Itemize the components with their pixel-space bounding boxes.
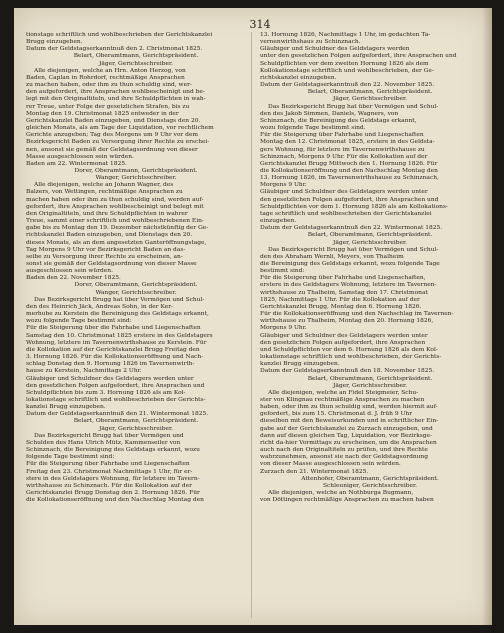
text-line: den aufgefordert, ihre Ansprachen wohlbescheinigt und be- bbox=[26, 89, 205, 96]
text-line: tage schriftlich und wohlbeschrieben der Gerichtskanzlei bbox=[260, 210, 432, 217]
text-line: Alle diejenigen, welche an Hrn. Anton Herzog, von bbox=[34, 67, 186, 74]
text-line: Wanger, Gerichtsschreiber. bbox=[95, 289, 177, 296]
text-line: Attenhofer, Oberamtmann, Gerichtspräsident. bbox=[301, 475, 439, 482]
text-line: Kollokationstage schriftlich und wohlbeschrieben, der Ge- bbox=[260, 67, 434, 74]
signature-block bbox=[260, 376, 480, 390]
text-line: Datum der Geldstagserkanntnuß den 22. November 1825. bbox=[260, 82, 435, 89]
text-line: folgende Tage bestimmt sind: bbox=[26, 454, 115, 461]
text-line: Schulden des Hans Ulrich Mütz, Kammenseiler von bbox=[26, 439, 181, 446]
text-line: tionstage schriftlich und wohlbeschrieben der Gerichtskanzlei bbox=[26, 32, 213, 38]
text-line: gabe bis zu Montag den 19. Dezember nächstkünftig der Ge- bbox=[26, 225, 209, 232]
notice-paragraph bbox=[260, 104, 480, 233]
text-line: Datum der Geldstagserkanntnuß den 2. Christmonat 1825. bbox=[26, 46, 203, 53]
signature-block bbox=[260, 476, 480, 490]
notice-paragraph bbox=[260, 390, 480, 476]
text-line: Gerichtskanzlei Brugg Donstag den 2. Hornung 1826. Für bbox=[26, 490, 200, 496]
left-column bbox=[26, 32, 246, 618]
text-line: schlag Donstag den 9. Hornung 1826 im Tavernenwirth- bbox=[26, 361, 195, 368]
text-line: Wohnung, letztere im Tavernenwirthshause zu Kerstein. Für bbox=[26, 339, 207, 346]
text-line: richtskanzlei Baden einzugeben, und Dienstags den 20. bbox=[26, 232, 193, 239]
text-line: Gläubiger und Schuldner des Geldstagers werden unter bbox=[26, 375, 194, 382]
text-line: Bezirksgericht Baden zu Versorgung ihrer Rechte zu erschei- bbox=[26, 139, 210, 146]
text-line: Belart, Oberamtmann, Gerichtspräsident. bbox=[73, 418, 199, 425]
signature-block bbox=[260, 89, 480, 103]
text-line: den des Heinrich Jäck, Andreas Sohn, in der Ker- bbox=[26, 303, 174, 310]
text-line: und Schuldpflichten vor dem 6. Hornung 1826 als dem Kol- bbox=[260, 346, 438, 353]
text-line: Balzers, von Wettingen, rechtmäßige Ansprachen zu bbox=[26, 189, 183, 196]
text-line: merhube zu Kerstein die Bereinigung des Geldstags erkannt, bbox=[26, 311, 209, 318]
text-line: legt mit den Originaltiteln, und ihre Schuldpflichten in wah- bbox=[26, 96, 206, 103]
notice-paragraph bbox=[26, 68, 246, 168]
text-line: Gläubiger und Schuldner des Geldstagers werden bbox=[260, 46, 410, 53]
text-line: gleichen Monats, als am Tage der Liquidation, vor rechtlichem bbox=[26, 125, 214, 132]
text-line: Gerichtskanzlei Baden einzugeben, und Dienstags den 20. bbox=[26, 117, 201, 124]
text-line: Masse ausgeschlossen sein würden. bbox=[26, 153, 134, 160]
text-line: Gerichtskanzlei Brugg Mittwoch den 1. Hornung 1826. Für bbox=[260, 160, 438, 167]
text-line: wirthshause zu Thalheim, Montag den 20. Hornung 1826, bbox=[260, 318, 434, 325]
text-line: Das Bezirksgericht Brugg hat über Vermögen und Schul- bbox=[268, 103, 439, 110]
text-line: stere in des Geldstagers Wohnung, für letztere im Tavern- bbox=[26, 475, 200, 482]
text-line: Belart, Oberamtmann, Gerichtspräsident. bbox=[307, 375, 433, 382]
text-line: Jäger, Gerichtsschreiber. bbox=[332, 239, 408, 246]
text-line: den des Abraham Wernli, Meyers, von Thalheim bbox=[260, 253, 404, 260]
text-line: die Kollokationseröffnung und den Nachschlag Montag den bbox=[260, 167, 438, 174]
text-line: Gläubiger und Schuldner des Geldstagers werden unter bbox=[260, 332, 428, 339]
text-line: bestimmt sind: bbox=[260, 268, 305, 275]
text-line: Für die Steigerung über Fahrhabe und Liegenschaften bbox=[26, 461, 190, 468]
text-line: Für die Steigerung über Fahrhabe und Liegenschaften, bbox=[260, 275, 426, 282]
text-line: Das Bezirksgericht Brugg hat über Vermögen und bbox=[34, 432, 184, 439]
text-line: Datum der Geldstagserkanntnuß den 22. Wintermonat 1825. bbox=[260, 225, 443, 232]
text-line: hause zu Kerstein, Nachmittags 2 Uhr. bbox=[26, 368, 142, 375]
page-edge-shadow bbox=[482, 8, 492, 625]
text-line: nen, ansonst sie gemäß der Geldstagsordnung von dieser bbox=[26, 146, 198, 153]
text-line: sonst sie gemäß der Geldstagsordnung von dieser Masse bbox=[26, 261, 197, 267]
text-line: Baden den 22. November 1825. bbox=[26, 275, 121, 282]
text-line: Datum der Geldstagserkanntnuß den 18. November 1825. bbox=[260, 368, 435, 375]
signature-block bbox=[26, 53, 246, 67]
page-number: 314 bbox=[249, 18, 271, 31]
signature-block bbox=[26, 418, 246, 432]
text-line: zu machen haben, oder ihm zu thun schuldig sind, wer- bbox=[26, 82, 192, 89]
text-line: Belart, Oberamtmann, Gerichtspräsident. bbox=[73, 53, 199, 60]
text-line: den gesetzlichen Folgen aufgefordert, ihre Ansprachen und bbox=[26, 382, 205, 389]
text-line: wozu folgende Tage bestimmt sind. bbox=[260, 125, 366, 132]
notice-paragraph bbox=[260, 490, 480, 504]
text-line: machen haben oder ihm zu thun schuldig sind, werden auf- bbox=[26, 196, 204, 203]
text-line: Brugg einzugeben. bbox=[26, 39, 83, 46]
text-line: gefordert, ihre Ansprachen wohlbescheinigt und belegt mit bbox=[26, 203, 204, 210]
text-line: Schuldpflichten vor dem 1. Hornung 1826 als am Kollokations- bbox=[260, 203, 448, 210]
text-line: Jäger, Gerichtsschreiber. bbox=[98, 425, 174, 432]
text-line: Freitag den 23. Christmonat Nachmittags 1 Uhr, für er- bbox=[26, 468, 193, 475]
text-line: Gläubiger und Schuldner des Geldstagers werden unter bbox=[260, 189, 428, 196]
text-line: Belart, Oberamtmann, Gerichtspräsident. bbox=[307, 232, 433, 239]
text-line: Jäger, Gerichtsschreiber. bbox=[332, 96, 408, 103]
text-line: die Bereinigung des Geldstags erkannt, wozu folgende Tage bbox=[260, 261, 440, 267]
notice-paragraph bbox=[26, 32, 246, 53]
text-line: Morgens 9 Uhr. bbox=[260, 325, 307, 332]
text-line: die Kollokation auf der Gerichtskanzlei Brugg Freitag den bbox=[26, 346, 200, 353]
notice-paragraph bbox=[260, 32, 480, 89]
notice-paragraph bbox=[26, 433, 246, 505]
text-line: unter den gesetzlichen Folgen aufgefordert, ihre Ansprachen und bbox=[260, 53, 457, 60]
text-line: rer Treue, unter Folge der gesetzlichen Strafen, bis zu bbox=[26, 103, 190, 110]
text-line: lokationstage schriftlich und wohlbeschrieben der Gerichts- bbox=[26, 396, 206, 403]
text-line: ausgeschlossen sein würden. bbox=[26, 268, 113, 275]
text-line: wirthshause zu Schinznach. Für die Kollokation auf der bbox=[26, 482, 192, 489]
text-line: Tag Morgens 9 Uhr vor Bezirksgericht Baden an das- bbox=[26, 246, 186, 253]
text-line: lokationstage schriftlich und wohlbeschrieben, der Gerichts- bbox=[260, 354, 442, 361]
text-line: Zurzach den 21. Wintermonat 1825. bbox=[260, 468, 369, 475]
right-column bbox=[260, 32, 480, 618]
text-line: auch nach den Originaltiteln zu prüfen, und ihre Rechte bbox=[260, 447, 428, 454]
text-line: Samstag den 10. Christmonat 1825 erstere in des Geldstagers bbox=[26, 332, 213, 339]
text-line: den gesetzlichen Folgen aufgefordert, ihre Ansprachen bbox=[260, 339, 426, 346]
text-line: 1825, Nachmittags 1 Uhr. Für die Kollokation auf der bbox=[260, 296, 420, 303]
text-line: den Originaltiteln, und ihre Schuldpflichten in wahrer bbox=[26, 210, 188, 217]
text-line: wozu folgende Tage bestimmt sind: bbox=[26, 318, 132, 325]
text-line: Dorer, Oberamtmann, Gerichtspräsident. bbox=[74, 167, 198, 174]
text-line: Schinznach, Morgens 9 Uhr. Für die Kollokation auf der bbox=[260, 153, 428, 160]
text-line: Schleuniger, Gerichtsschreiber. bbox=[322, 482, 418, 489]
text-line: Belart, Oberamtmann, Gerichtspräsident. bbox=[307, 89, 433, 96]
text-line: Das Bezirksgericht Brugg hat über Vermögen und Schul- bbox=[34, 296, 205, 303]
text-line: Jäger, Gerichtsschreiber. bbox=[332, 382, 408, 389]
text-line: einzugeben. bbox=[260, 218, 297, 225]
text-line: Gerichtskanzlei Brugg, Montag den 6. Hornung 1826. bbox=[260, 303, 422, 310]
text-line: gefordert, bis zum 15. Christmonat d. J. früh 9 Uhr bbox=[260, 411, 413, 418]
text-line: Montag den 12. Christmonat 1825, erstere in des Geldsta- bbox=[260, 139, 435, 146]
text-line: von dieser Masse ausgeschlossen sein würden. bbox=[260, 461, 401, 468]
text-line: dieselben mit den Beweisurkunden und in schriftlicher Ein- bbox=[260, 418, 439, 425]
text-line: richt da-hier Vormittags zu erscheinen, um die Ansprachen bbox=[260, 439, 437, 446]
text-line: 13. Hornung 1826, Nachmittags 1 Uhr, im gedachten Ta- bbox=[260, 32, 431, 38]
text-line: Montag den 19. Christmonat 1825 entweder in der bbox=[26, 110, 179, 117]
notice-paragraph bbox=[26, 297, 246, 412]
notice-paragraph bbox=[26, 411, 246, 418]
text-line: den gesetzlichen Folgen aufgefordert, ihre Ansprachen und bbox=[260, 196, 439, 203]
text-line: Alle diejenigen, welche an Johann Wagner, des bbox=[34, 182, 174, 189]
text-line: kanzlei Brugg einzugeben. bbox=[26, 404, 106, 411]
text-line: kanzlei Brugg einzugeben. bbox=[260, 361, 340, 368]
text-line: Morgens 9 Uhr. bbox=[260, 182, 307, 189]
text-line: Dorer, Oberamtmann, Gerichtspräsident. bbox=[74, 282, 198, 289]
text-line: Schinznach, die Bereinigung des Geldstags erkannt, bbox=[260, 117, 417, 124]
text-line: Das Bezirksgericht Brugg hat über Vermögen und Schul- bbox=[268, 246, 439, 253]
text-line: richtskanzlei einzugeben. bbox=[260, 74, 337, 81]
text-line: dieses Monats, als an dem angesetzten Ganteröffnungstage, bbox=[26, 239, 207, 246]
text-line: Jäger, Gerichtsschreiber. bbox=[98, 60, 174, 67]
text-line: wirthshause zu Thalheim, Samstag den 17. Christmonat bbox=[260, 289, 428, 296]
column-divider bbox=[251, 32, 252, 618]
text-line: gabe auf der Gerichtskanzlei zu Zurzach einzugeben, und bbox=[260, 425, 433, 432]
text-line: Schinznach, die Bereinigung des Geldstags erkannt, wozu bbox=[26, 447, 200, 454]
text-line: dann auf diesen gleichen Tag, Liquidation, vor Bezirksge- bbox=[260, 432, 433, 439]
text-line: Für die Steigerung über Fahrhabe und Liegenschaften bbox=[260, 132, 424, 139]
text-line: Schuldpflichten vor dem zweiten Hornung 1826 als dem bbox=[260, 60, 429, 67]
text-line: die Kollokationseröffnung und den Nachschlag Montag den bbox=[26, 497, 204, 504]
text-line: selbe zu Versorgung ihrer Rechte zu erscheinen, an- bbox=[26, 253, 183, 260]
text-line: 13. Hornung 1826, im Tavernenwirthshause zu Schinznach, bbox=[260, 175, 439, 182]
text-line: den des Jakob Simmen, Daniels, Wagners, von bbox=[260, 110, 399, 117]
text-line: wahrzunehmen, ansonst sie nach der Geldstagsordnung bbox=[260, 454, 428, 461]
notice-paragraph bbox=[26, 182, 246, 282]
notice-paragraph bbox=[260, 247, 480, 376]
text-line: ster von Klingnau rechtmäßige Ansprachen zu machen bbox=[260, 396, 425, 403]
text-line: Treue, sammt einer schriftlich und wohlbeschriebenen Ein- bbox=[26, 218, 204, 225]
text-line: von Döttingen rechtmäßige Ansprachen zu machen haben bbox=[260, 497, 434, 504]
text-line: Baden, Caplan in Rohrdorf, rechtmäßige Ansprachen bbox=[26, 74, 185, 81]
text-line: haben, oder ihm zu thun schuldig sind, werden hiermit auf- bbox=[260, 404, 438, 411]
text-line: Baden am 22. Wintermonat 1825. bbox=[26, 160, 127, 167]
text-line: vernenwirthshaus zu Schinznach. bbox=[260, 39, 361, 46]
text-line: Alle diejenigen, welche an Nothburga Bugmann, bbox=[268, 490, 414, 496]
text-line: Gerichte anzugeben; Tag des Morgens um 9 Uhr vor dem bbox=[26, 132, 198, 139]
text-line: Schuldpflichten bis zum 3. Hornung 1826 als am Kol- bbox=[26, 389, 186, 396]
text-line: Alle diejenigen, welche an Fidel Steigmeier, Schu- bbox=[268, 389, 419, 396]
text-line: Für die Steigerung über die Fahrhabe und Liegenschaften bbox=[26, 325, 201, 332]
text-line: erstere in des Geldstagers Wohnung, letztere im Tavernen- bbox=[260, 282, 437, 289]
text-line: Für die Kollokationseröffnung und den Nachschlag im Tavernen- bbox=[260, 311, 454, 318]
signature-block bbox=[26, 168, 246, 182]
text-line: Datum der Geldstagserkanntnuß den 21. Wintermonat 1825. bbox=[26, 411, 209, 418]
text-line: Wanger, Gerichtsschreiber. bbox=[95, 175, 177, 182]
signature-block bbox=[260, 232, 480, 246]
signature-block bbox=[26, 282, 246, 296]
text-line: 3. Hornung 1826. Für die Kollokationseröffnung und Nach- bbox=[26, 354, 204, 361]
newspaper-page bbox=[14, 8, 492, 625]
text-line: gers Wohnung, für letztere im Tavernenwirthshause zu bbox=[260, 146, 425, 153]
